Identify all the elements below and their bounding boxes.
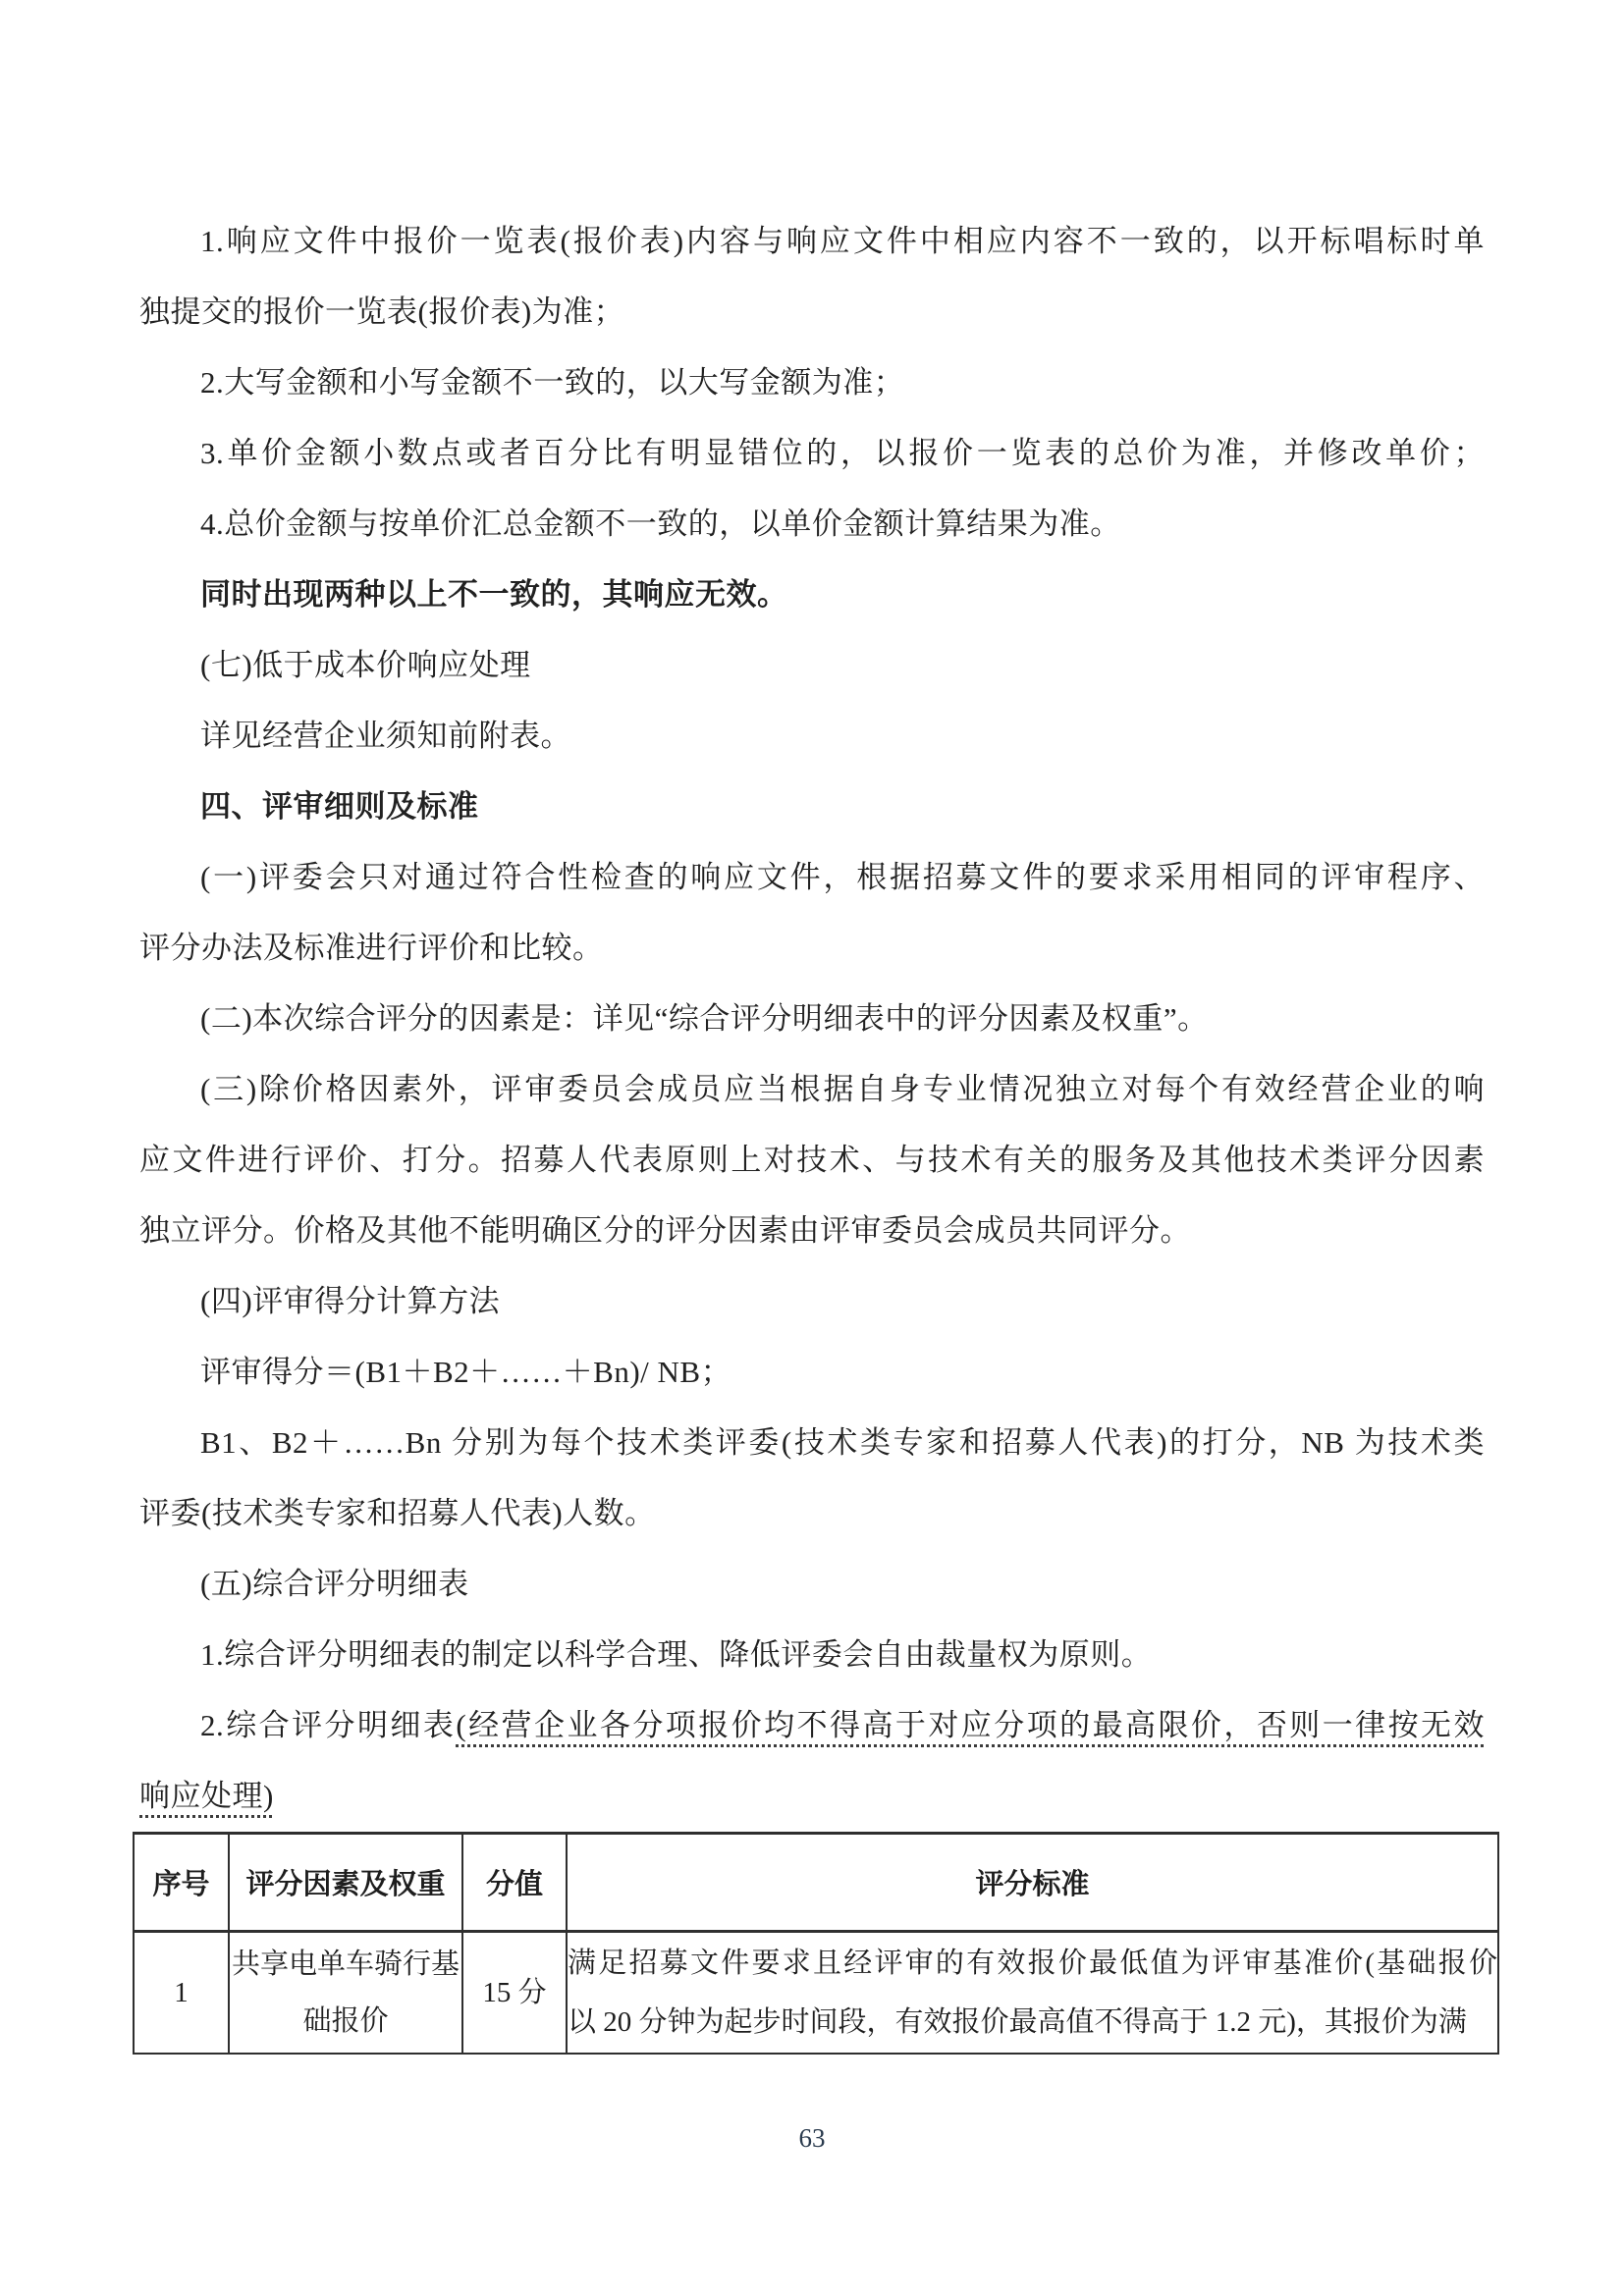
text-line: (七)低于成本价响应处理 — [200, 648, 531, 682]
paragraph — [139, 1408, 1485, 1549]
cell-factor: 共享电单车骑行基础报价 — [229, 1932, 462, 2055]
header-cell-criteria: 评分标准 — [567, 1834, 1498, 1932]
paragraph — [139, 1266, 1485, 1337]
page-number: 63 — [798, 2123, 826, 2153]
underlined-text-run: (经营企业各分项报价均不得高于对应分项的最高限价，否则一律按无效 — [456, 1708, 1485, 1742]
paragraph — [139, 418, 1485, 489]
paragraph — [139, 1690, 1485, 1832]
text-line — [139, 1690, 1485, 1761]
paragraph — [139, 489, 1485, 560]
cell-criteria — [567, 1932, 1498, 2055]
text-line: 详见经营企业须知前附表。 — [200, 719, 571, 753]
document-body — [139, 206, 1497, 2055]
cell-score: 15 分 — [462, 1932, 567, 2055]
paragraph — [139, 772, 1485, 842]
text-line: 独立评分。价格及其他不能明确区分的评分因素由评审委员会成员共同评分。 — [139, 1213, 1191, 1248]
paragraph — [139, 842, 1485, 984]
text-line: 4.总价金额与按单价汇总金额不一致的，以单价金额计算结果为准。 — [200, 507, 1121, 541]
text-line: 1.响应文件中报价一览表(报价表)内容与响应文件中相应内容不一致的，以开标唱标时单 — [200, 224, 1485, 258]
text-line: 评分办法及标准进行评价和比较。 — [139, 931, 604, 965]
table-row — [134, 1932, 1498, 2055]
text-line: (五)综合评分明细表 — [200, 1567, 469, 1601]
criteria-line: 以 20 分钟为起步时间段，有效报价最高值不得高于 1.2 元)，其报价为满 — [568, 2006, 1467, 2038]
text-line: 同时出现两种以上不一致的，其响应无效。 — [200, 577, 788, 612]
paragraph — [139, 1337, 1485, 1408]
text-line: 评委(技术类专家和招募人代表)人数。 — [139, 1496, 656, 1530]
text-line — [139, 1761, 1485, 1832]
text-line: 2.大写金额和小写金额不一致的，以大写金额为准； — [200, 365, 905, 400]
scoring-table — [133, 1832, 1499, 2055]
paragraph — [139, 560, 1485, 630]
paragraph — [139, 1054, 1485, 1266]
paragraph — [139, 1549, 1485, 1620]
cell-seq: 1 — [134, 1932, 229, 2055]
paragraph — [139, 1620, 1485, 1690]
paragraph — [139, 206, 1485, 347]
table-header-row — [134, 1834, 1498, 1932]
header-cell-seq: 序号 — [134, 1834, 229, 1932]
text-line: 1.综合评分明细表的制定以科学合理、降低评委会自由裁量权为原则。 — [200, 1637, 1153, 1672]
text-line: (三)除价格因素外，评审委员会成员应当根据自身专业情况独立对每个有效经营企业的响 — [200, 1072, 1485, 1106]
text-line: (四)评审得分计算方法 — [200, 1284, 501, 1318]
text-line: 应文件进行评价、打分。招募人代表原则上对技术、与技术有关的服务及其他技术类评分因素 — [139, 1143, 1485, 1177]
formula-line: 评审得分＝(B1＋B2＋……＋Bn)/ NB； — [200, 1355, 732, 1389]
header-cell-score: 分值 — [462, 1834, 567, 1932]
text-run: 2.综合评分明细表 — [200, 1708, 457, 1742]
text-line: (一)评委会只对通过符合性检查的响应文件，根据招募文件的要求采用相同的评审程序、 — [200, 860, 1485, 894]
paragraph — [139, 984, 1485, 1054]
criteria-line: 满足招募文件要求且经评审的有效报价最低值为评审基准价(基础报价 — [568, 1948, 1497, 1979]
section-heading: 四、评审细则及标准 — [200, 789, 479, 824]
text-line: B1、B2＋……Bn 分别为每个技术类评委(技术类专家和招募人代表)的打分，NB 为技术类 — [200, 1425, 1485, 1460]
text-line: 独提交的报价一览表(报价表)为准； — [139, 294, 625, 329]
text-line: (二)本次综合评分的因素是：详见“综合评分明细表中的评分因素及权重”。 — [200, 1001, 1209, 1036]
paragraph — [139, 701, 1485, 772]
paragraph — [139, 630, 1485, 701]
paragraph — [139, 347, 1485, 418]
header-cell-factor: 评分因素及权重 — [229, 1834, 462, 1932]
underlined-text-run: 响应处理) — [139, 1779, 274, 1813]
text-line: 3.单价金额小数点或者百分比有明显错位的，以报价一览表的总价为准，并修改单价； — [200, 436, 1485, 470]
